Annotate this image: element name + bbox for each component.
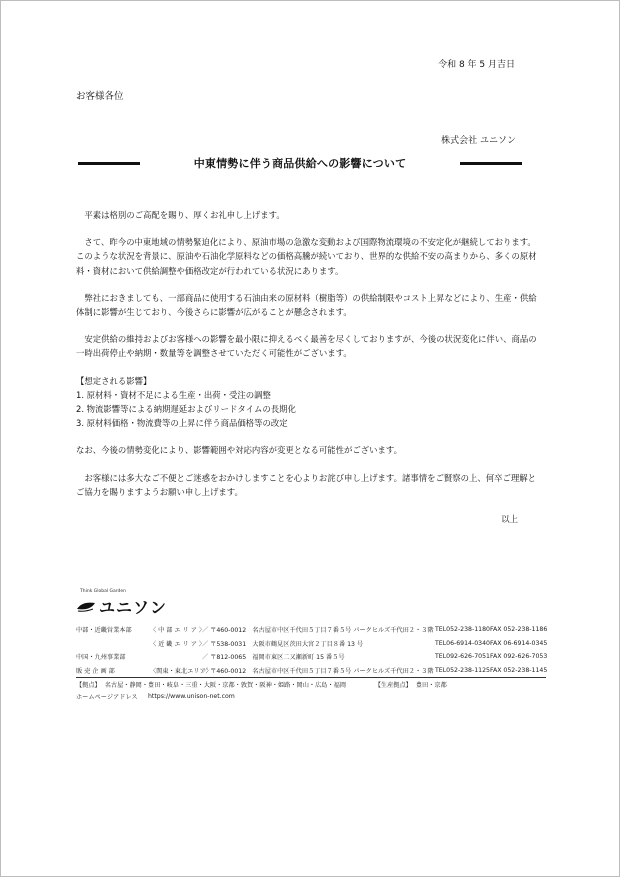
production-bases-list: 豊田・京都	[415, 681, 447, 689]
title-bar-right	[460, 162, 522, 165]
office-address: ／ 〒812-0065 福岡市東区二又瀬新町 15 番５号	[202, 654, 345, 662]
logo-tagline: Think Global Garden	[80, 589, 127, 594]
office-tel: TEL06-6914-0340	[435, 639, 490, 647]
office-address: ／ 〒538-0031 大阪市鶴見区茨田大宮２丁目８番 13 号	[202, 640, 364, 648]
company-logo	[76, 589, 167, 618]
office-address: ／ 〒460-0012 名古屋市中区千代田５丁目７番５号 パークヒルズ千代田２・３階	[202, 627, 434, 635]
document-body	[76, 208, 538, 526]
logo-lockup	[76, 595, 167, 618]
office-row	[76, 664, 546, 678]
office-dept: 販 売 企 画 部	[76, 667, 115, 675]
office-area: 〈 近 畿 エ リ ア 〉	[150, 640, 206, 648]
company-name: 株式会社 ユニソン	[441, 136, 516, 146]
office-fax: FAX 052-238-1186	[490, 626, 548, 634]
bases-label: 【拠点】	[76, 681, 101, 689]
title-bar-left	[78, 162, 140, 165]
greeting-paragraph: 平素は格別のご高配を賜り、厚くお礼申し上げます。	[84, 210, 285, 220]
office-area: 〈関東・東北エリア〉	[150, 667, 212, 675]
impact-paragraph: 弊社におきましても、一部商品に使用する石油由来の原材料（樹脂等）の供給制限やコスト上昇などにより、生産・供給体制に影響が生じており、今後さらに影響が広がることが懸念されます。	[76, 292, 537, 318]
office-area: 〈 中 部 エ リ ア 〉	[150, 627, 206, 635]
office-row	[76, 623, 546, 637]
list-item: 1. 原材料・資材不足による生産・出荷・受注の調整	[76, 389, 271, 400]
office-row	[76, 637, 546, 651]
office-dept: 中国・九州事業部	[76, 654, 126, 662]
situation-paragraph: さて、昨今の中東地域の情勢緊迫化により、原油市場の急激な変動および国際物流環境の不安定化が継続しております。このような状況を背景に、原油や石油化学原料などの価格高騰が続いており、世界的な供給不安の高まりから、多くの原材料・資材において供給調整や価格改定が行われている状況にあります。	[76, 237, 537, 276]
homepage-label: ホームページアドレス	[76, 693, 138, 701]
office-fax: FAX 06-6914-0345	[490, 639, 548, 647]
title-row	[78, 155, 522, 171]
office-dept: 中部・近畿営業本部	[76, 627, 132, 635]
issue-date: 令和 8 年 5 月吉日	[438, 60, 515, 70]
impacts-list	[76, 374, 538, 431]
impacts-heading: 【想定される影響】	[76, 375, 152, 386]
list-item: 2. 物流影響等による納期遅延およびリードタイムの長期化	[76, 404, 296, 415]
office-tel: TEL092-626-7051	[435, 653, 490, 661]
production-bases-label: 【生産拠点】	[374, 681, 412, 689]
office-fax: FAX 092-626-7053	[490, 653, 548, 661]
bases-list: 名古屋・静岡・豊田・岐阜・三重・大阪・京都・敦賀・阪神・姫路・岡山・広島・福岡	[104, 681, 347, 689]
notice-paragraph: なお、今後の情勢変化により、影響範囲や対応内容が変更となる可能性がございます。	[76, 445, 402, 456]
bases-row	[76, 677, 546, 690]
leaf-logo-icon	[76, 601, 96, 613]
office-tel: TEL052-238-1180	[435, 626, 490, 634]
homepage-row	[76, 690, 546, 702]
apology-paragraph: お客様には多大なご不便とご迷惑をおかけしますことを心よりお詫び申し上げます。諸事情をご賢察の上、何卒ご理解とご協力を賜りますようお願い申し上げます。	[76, 472, 536, 497]
office-row	[76, 650, 546, 664]
recipient: お客様各位	[76, 91, 124, 102]
supply-paragraph: 安定供給の維持およびお客様への影響を最小限に抑えるべく最善を尽くしておりますが、今後の状況変化に伴い、商品の一時出荷停止や納期・数量等を調整させていただく可能性がございます。	[76, 334, 537, 359]
document-title: 中東情勢に伴う商品供給への影響について	[193, 157, 407, 170]
list-item: 3. 原材料価格・物流費等の上昇に伴う商品価格等の改定	[76, 418, 288, 429]
closing-mark: 以上	[501, 514, 518, 525]
logo-name: ユニソン	[99, 598, 168, 617]
office-address: ／ 〒460-0012 名古屋市中区千代田５丁目７番５号 パークヒルズ千代田２・３階	[202, 667, 434, 675]
homepage-link[interactable]: https://www.unison-net.com	[148, 692, 235, 700]
office-tel: TEL052-238-1125	[435, 666, 490, 674]
office-directory	[76, 623, 546, 702]
office-fax: FAX 052-238-1145	[490, 666, 548, 674]
